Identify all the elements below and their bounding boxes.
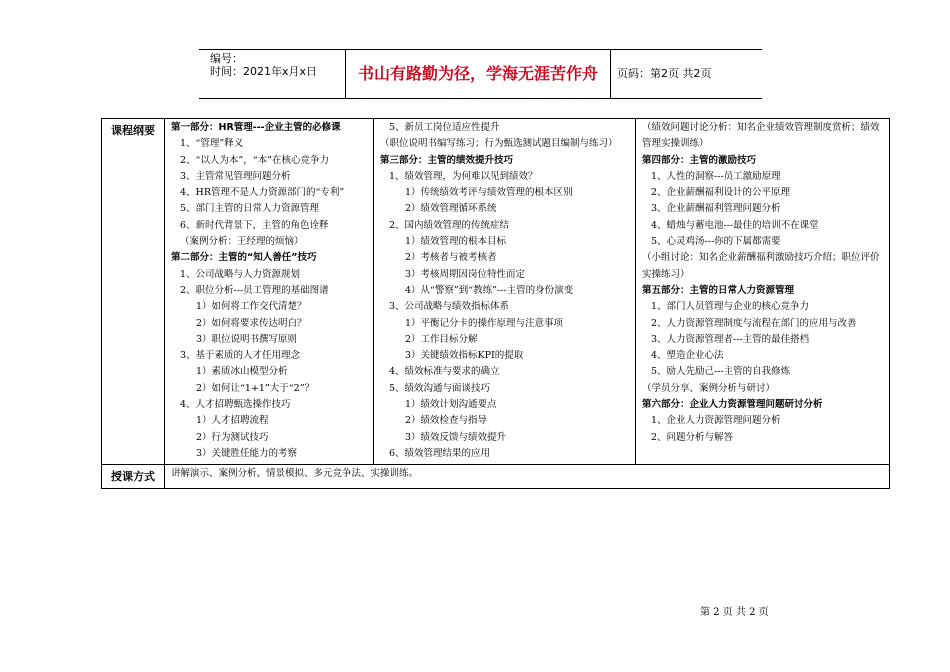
outline-item: 4、蜡烛与蓄电池---最佳的培训不在课堂 (651, 219, 819, 231)
page-header (199, 49, 762, 99)
outline-item: 6、绩效管理结果的应用 (389, 447, 491, 459)
outline-item: 4、塑造企业心法 (651, 350, 724, 362)
outline-item: 3、基于素质的人才任用理念 (180, 350, 301, 362)
outline-item: 1）传统绩效考评与绩效管理的根本区别 (405, 187, 573, 199)
outline-item: 3）关键胜任能力的考察 (196, 447, 298, 459)
outline-item: 3、主管常见管理问题分析 (180, 170, 291, 182)
outline-item: 3）职位说明书撰写原则 (196, 333, 298, 345)
header-meta (210, 50, 345, 98)
outline-item: 4）从“警察”到“教练”---主管的身份演变 (405, 284, 574, 296)
outline-item: 3、人力资源管理者---主管的最佳搭档 (651, 333, 810, 345)
document-time-label: 时间：2021年x月x日 (210, 65, 318, 78)
section-heading: 第六部分：企业人力资源管理问题研讨分析 (642, 399, 823, 411)
outline-item: 2）行为测试技巧 (196, 431, 269, 443)
outline-item: 2、人力资源管理制度与流程在部门的应用与改善 (651, 317, 857, 329)
outline-item: 5、绩效沟通与面谈技巧 (389, 382, 491, 394)
outline-item: 3、企业薪酬福利管理问题分析 (651, 203, 781, 215)
outline-item: 2）绩效检查与指导 (405, 415, 488, 427)
section-heading: 第二部分：主管的“知人善任”技巧 (171, 252, 317, 264)
teaching-method-content: 讲解演示、案例分析、情景模拟、多元竞争法、实操训练。 (165, 465, 890, 489)
outline-item: （绩效问题讨论分析：知名企业绩效管理制度赏析；绩效管理实操训练） (642, 122, 880, 150)
outline-item: 3）绩效反馈与绩效提升 (405, 431, 507, 443)
outline-item: 1、绩效管理，为何难以见到绩效？ (389, 170, 538, 182)
outline-item: 2）考核者与被考核者 (405, 252, 497, 264)
outline-item: 3）关键绩效指标KPI的提取 (405, 350, 524, 362)
outline-item: 1、公司战略与人力资源规划 (180, 268, 301, 280)
outline-item: 2）绩效管理循环系统 (405, 203, 497, 215)
document-number-label: 编号： (210, 52, 243, 65)
outline-item: 5、新员工岗位适应性提升 (389, 122, 500, 133)
outline-item: 5、心灵鸡汤---你的下属都需要 (651, 236, 781, 248)
outline-item: 6、新时代背景下，主管的角色诠释 (180, 219, 329, 231)
outline-item: 1）绩效管理的根本目标 (405, 236, 507, 248)
outline-item: 2）工作目标分解 (405, 333, 478, 345)
outline-item: 5、部门主管的日常人力资源管理 (180, 203, 320, 215)
course-outline-label: 课程纲要 (102, 119, 165, 465)
outline-item: 3、公司战略与绩效指标体系 (389, 301, 510, 313)
outline-item: 1、企业人力资源管理问题分析 (651, 415, 781, 427)
course-table (101, 118, 890, 489)
outline-item: 5、励人先励己---主管的自我修炼 (651, 366, 791, 378)
teaching-method-label: 授课方式 (102, 465, 165, 489)
outline-item: 2）如何将要求传达明白？ (196, 317, 307, 329)
outline-item: 2、问题分析与解答 (651, 431, 734, 443)
outline-item: 1）如何将工作交代清楚？ (196, 301, 307, 313)
page-footer: 第 2 页 共 2 页 (700, 607, 769, 618)
outline-item: 4、绩效标准与要求的确立 (389, 366, 500, 378)
outline-item: 1、“管理”释义 (180, 138, 244, 150)
outline-item: 4、HR管理不是人力资源部门的“专利” (180, 187, 345, 199)
section-heading: 第四部分：主管的激励技巧 (642, 154, 757, 166)
section-heading: 第三部分：主管的绩效提升技巧 (380, 154, 514, 166)
outline-item: 1）素质冰山模型分析 (196, 366, 288, 378)
outline-item: （案例分析：王经理的烦恼） (180, 236, 304, 248)
outline-item: 1）绩效计划沟通要点 (405, 399, 497, 411)
outline-item: 2、企业薪酬福利设计的公平原理 (651, 187, 791, 199)
outline-item: 3）考核周期因岗位特性而定 (405, 268, 526, 280)
outline-column-2 (374, 119, 636, 465)
outline-item: （学员分享、案例分析与研讨） (642, 382, 776, 394)
outline-item: 1）人才招聘流程 (196, 415, 269, 427)
section-heading: 第一部分：HR管理---企业主管的必修课 (171, 122, 341, 133)
outline-item: 1、人性的洞察---员工激励原理 (651, 170, 781, 182)
outline-item: 1、部门人员管理与企业的核心竞争力 (651, 301, 810, 313)
section-heading: 第五部分：主管的日常人力资源管理 (642, 284, 795, 296)
header-page-label: 页码：第2页 共2页 (617, 67, 712, 80)
outline-column-3 (636, 119, 890, 465)
outline-item: （职位说明书编写练习；行为甄选测试题目编制与练习） (380, 138, 618, 150)
outline-item: 2）如何让“1+1”大于“2”？ (196, 382, 315, 394)
header-motto: 书山有路勤为径，学海无涯苦作舟 (345, 50, 611, 98)
teaching-method-row (102, 465, 890, 489)
outline-item: 1）平衡记分卡的操作原理与注意事项 (405, 317, 564, 329)
outline-column-1 (165, 119, 374, 465)
outline-item: 2、国内绩效管理的传统症结 (389, 219, 510, 231)
outline-item: 4、人才招聘甄选操作技巧 (180, 399, 291, 411)
outline-item: 2、职位分析---员工管理的基础图谱 (180, 284, 329, 296)
outline-item: 2、“以人为本”，“本”在核心竞争力 (180, 154, 329, 166)
course-outline-row (102, 119, 890, 465)
outline-item: （小组讨论：知名企业薪酬福利激励技巧介绍；职位评价实操练习） (642, 252, 880, 280)
